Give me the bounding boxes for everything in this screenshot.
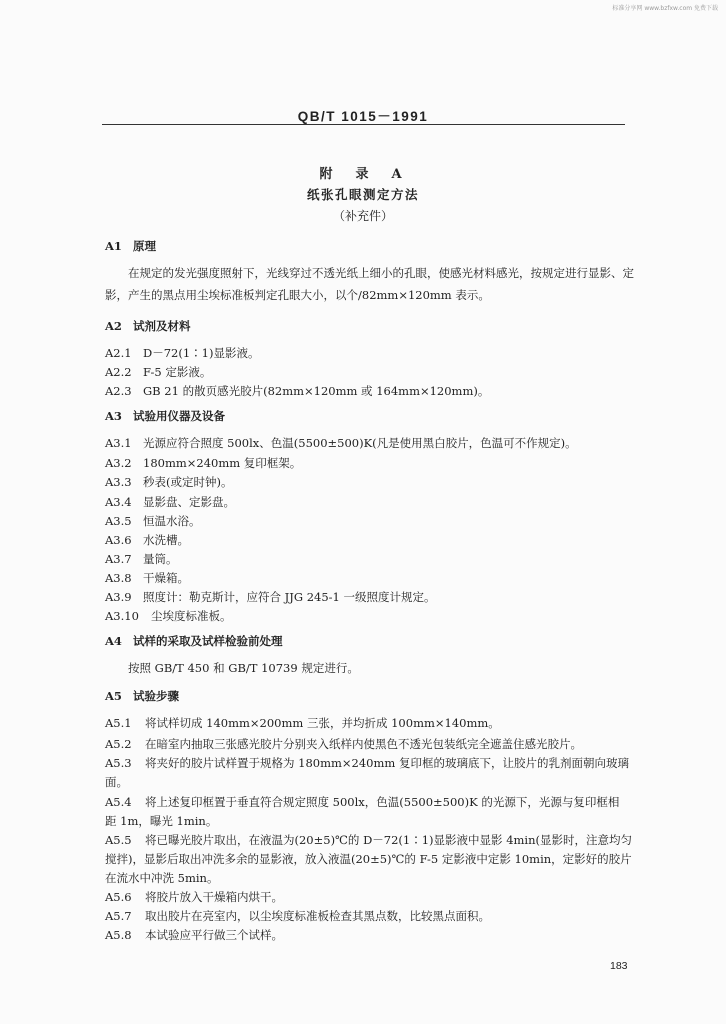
list-item bbox=[105, 383, 489, 399]
list-item-continuation bbox=[105, 851, 632, 867]
item-text: 干燥箱。 bbox=[143, 571, 189, 585]
section-number: A3 bbox=[105, 409, 122, 423]
watermark: 标准分享网 www.bzfxw.com 免费下载 bbox=[612, 5, 718, 12]
item-text: 将已曝光胶片取出，在液温为(20±5)℃的 D－72(1∶1)显影液中显影 4min(显影时，注意均匀 bbox=[145, 833, 632, 847]
item-text: 光源应符合照度 500lx、色温(5500±500)K(凡是使用黑白胶片，色温可不作规定)。 bbox=[143, 436, 577, 450]
item-text: 秒表(或定时钟)。 bbox=[143, 475, 233, 489]
item-number: A2.3 bbox=[105, 384, 132, 398]
list-item-continuation bbox=[105, 774, 128, 790]
list-item bbox=[105, 345, 259, 361]
list-item bbox=[105, 736, 582, 752]
item-number: A5.4 bbox=[105, 795, 132, 809]
list-item bbox=[105, 551, 178, 567]
item-text: 搅拌)，显影后取出冲洗多余的显影液，放入液温(20±5)℃的 F-5 定影液中定影 10min，定影好的胶片 bbox=[105, 852, 632, 866]
item-number: A3.2 bbox=[105, 456, 132, 470]
list-item bbox=[105, 889, 283, 905]
section-title: 试验用仪器及设备 bbox=[133, 409, 225, 423]
item-number: A3.1 bbox=[105, 436, 132, 450]
item-number: A3.10 bbox=[105, 609, 139, 623]
item-text: 水洗槽。 bbox=[143, 533, 189, 547]
list-item bbox=[105, 755, 629, 771]
list-item-continuation bbox=[105, 813, 217, 829]
paragraph-line: 在规定的发光强度照射下，光线穿过不透光纸上细小的孔眼，使感光材料感光，按规定进行显影、定 bbox=[128, 266, 634, 280]
item-number: A2.2 bbox=[105, 365, 132, 379]
list-item-continuation bbox=[105, 870, 218, 886]
item-text: 距 1m，曝光 1min。 bbox=[105, 814, 218, 828]
appendix-label: 附 录 A bbox=[319, 167, 407, 182]
item-text: 将试样切成 140mm×200mm 三张，并均折成 100mm×140mm。 bbox=[145, 716, 500, 730]
list-item bbox=[105, 927, 283, 943]
section-number: A5 bbox=[105, 689, 122, 703]
item-text: 180mm×240mm 复印框架。 bbox=[143, 456, 302, 470]
section-number: A2 bbox=[105, 319, 122, 333]
item-text: 将夹好的胶片试样置于规格为 180mm×240mm 复印框的玻璃底下，让胶片的乳剂面朝向玻璃 bbox=[145, 756, 629, 770]
item-number: A5.8 bbox=[105, 928, 132, 942]
item-number: A3.5 bbox=[105, 514, 132, 528]
section-title: 原理 bbox=[133, 239, 156, 253]
item-number: A5.3 bbox=[105, 756, 132, 770]
list-item bbox=[105, 474, 232, 490]
section-number: A4 bbox=[105, 634, 122, 648]
list-item bbox=[105, 532, 189, 548]
item-number: A5.1 bbox=[105, 716, 132, 730]
paragraph-line: 影，产生的黑点用尘埃标准板判定孔眼大小，以个/82mm×120mm 表示。 bbox=[105, 288, 490, 302]
page-number: 183 bbox=[610, 960, 628, 972]
header-rule bbox=[102, 124, 625, 125]
list-item bbox=[105, 589, 436, 605]
item-number: A5.5 bbox=[105, 833, 132, 847]
item-number: A3.4 bbox=[105, 495, 132, 509]
section-number: A1 bbox=[105, 239, 122, 253]
list-item bbox=[105, 715, 500, 731]
item-text: 恒温水浴。 bbox=[143, 514, 201, 528]
item-text: D－72(1∶1)显影液。 bbox=[143, 346, 260, 360]
section-title: 试剂及材料 bbox=[133, 319, 191, 333]
item-text: 本试验应平行做三个试样。 bbox=[145, 928, 283, 942]
appendix-note: （补充件） bbox=[332, 209, 393, 223]
item-number: A3.7 bbox=[105, 552, 132, 566]
list-item bbox=[105, 435, 577, 451]
section-heading-a3 bbox=[105, 408, 225, 424]
item-text: 取出胶片在亮室内，以尘埃度标准板检查其黑点数，比较黑点面积。 bbox=[145, 909, 490, 923]
item-text: 尘埃度标准板。 bbox=[151, 609, 232, 623]
item-text: 将上述复印框置于垂直符合规定照度 500lx，色温(5500±500)K 的光源下，光源与复印框相 bbox=[145, 795, 620, 809]
item-text: 面。 bbox=[105, 775, 128, 789]
item-number: A3.3 bbox=[105, 475, 132, 489]
item-text: 在流水中冲洗 5min。 bbox=[105, 871, 219, 885]
item-number: A2.1 bbox=[105, 346, 132, 360]
item-text: 在暗室内抽取三张感光胶片分别夹入纸样内使黑色不透光包装纸完全遮盖住感光胶片。 bbox=[145, 737, 582, 751]
list-item bbox=[105, 455, 301, 471]
section-title: 试验步骤 bbox=[133, 689, 179, 703]
item-text: F-5 定影液。 bbox=[143, 365, 212, 379]
item-number: A5.7 bbox=[105, 909, 132, 923]
item-text: 量筒。 bbox=[143, 552, 178, 566]
paragraph-line: 按照 GB/T 450 和 GB/T 10739 规定进行。 bbox=[128, 661, 359, 675]
section-heading-a1 bbox=[105, 238, 156, 254]
item-number: A3.9 bbox=[105, 590, 132, 604]
item-number: A3.8 bbox=[105, 571, 132, 585]
standard-header: QB/T 1015－1991 bbox=[297, 109, 429, 124]
list-item bbox=[105, 494, 235, 510]
section-title: 试样的采取及试样检验前处理 bbox=[133, 634, 283, 648]
item-number: A5.6 bbox=[105, 890, 132, 904]
item-text: 显影盘、定影盘。 bbox=[143, 495, 235, 509]
list-item bbox=[105, 513, 201, 529]
item-text: 照度计：勒克斯计，应符合 JJG 245-1 一级照度计规定。 bbox=[143, 590, 436, 604]
section-heading-a2 bbox=[105, 318, 191, 334]
list-item bbox=[105, 570, 189, 586]
list-item bbox=[105, 608, 232, 624]
item-number: A3.6 bbox=[105, 533, 132, 547]
section-heading-a4 bbox=[105, 633, 283, 649]
list-item bbox=[105, 908, 490, 924]
list-item bbox=[105, 832, 632, 848]
list-item bbox=[105, 794, 619, 810]
section-heading-a5 bbox=[105, 688, 179, 704]
item-text: 将胶片放入干燥箱内烘干。 bbox=[145, 890, 283, 904]
appendix-title: 纸张孔眼测定方法 bbox=[306, 187, 419, 202]
list-item bbox=[105, 364, 211, 380]
item-number: A5.2 bbox=[105, 737, 132, 751]
item-text: GB 21 的散页感光胶片(82mm×120mm 或 164mm×120mm)。 bbox=[143, 384, 490, 398]
